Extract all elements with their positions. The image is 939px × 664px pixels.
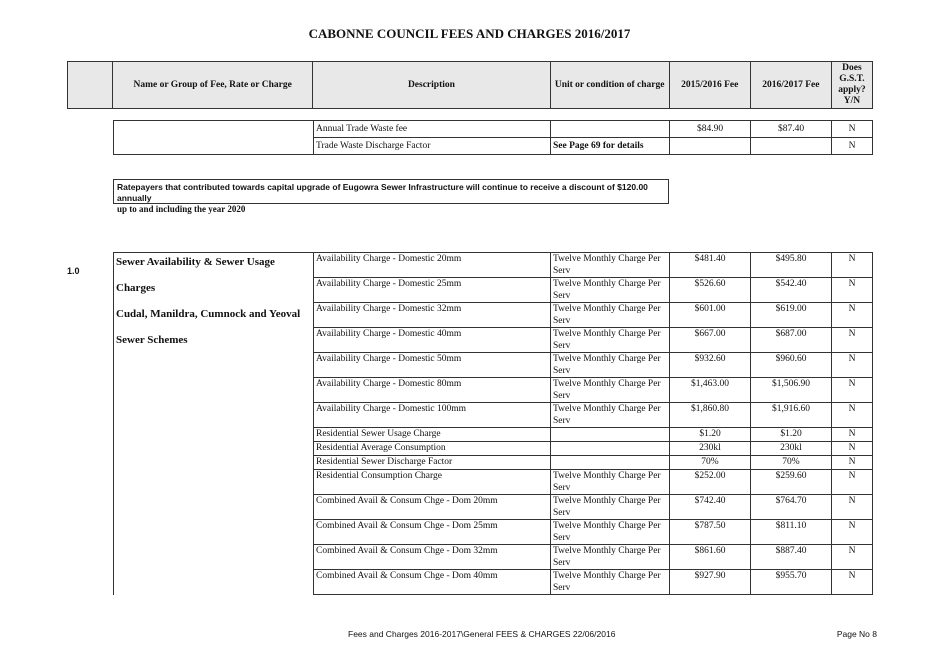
row-fee-2015: $252.00 [670,470,751,495]
row-gst: N [832,138,873,155]
row-fee-2015: $787.50 [670,520,751,545]
row-fee-2015: 230kl [670,442,751,456]
row-gst: N [832,121,873,138]
row-description: Availability Charge - Domestic 50mm [314,353,551,378]
row-fee-2015: $601.00 [670,303,751,328]
row-unit [551,442,670,456]
group-name-line: Sewer Availability & Sewer Usage [116,256,275,268]
row-unit: Twelve Monthly Charge Per Serv [551,353,670,378]
group-name-line: Sewer Schemes [116,334,188,346]
row-gst: N [832,428,873,442]
row-description: Combined Avail & Consum Chge - Dom 32mm [314,545,551,570]
row-gst: N [832,403,873,428]
row-fee-2016: $960.60 [751,353,832,378]
note-line-2: up to and including the year 2020 [117,204,246,214]
table-row [114,253,873,278]
row-unit: Twelve Monthly Charge Per Serv [551,278,670,303]
row-description: Availability Charge - Domestic 32mm [314,303,551,328]
header-unit: Unit or condition of charge [550,62,669,109]
row-gst: N [832,495,873,520]
row-fee-2016: $764.70 [751,495,832,520]
row-unit: Twelve Monthly Charge Per Serv [551,545,670,570]
row-fee-2016: $811.10 [751,520,832,545]
page-title: CABONNE COUNCIL FEES AND CHARGES 2016/2017 [308,26,631,41]
row-fee-2016 [751,138,832,155]
row-unit: Twelve Monthly Charge Per Serv [551,470,670,495]
row-unit: Twelve Monthly Charge Per Serv [551,520,670,545]
row-description: Residential Sewer Discharge Factor [314,456,551,470]
row-fee-2015: $481.40 [670,253,751,278]
row-fee-2016: $1,506.90 [751,378,832,403]
row-description: Annual Trade Waste fee [314,121,551,138]
row-fee-2015: $932.60 [670,353,751,378]
header-name: Name or Group of Fee, Rate or Charge [113,62,313,109]
row-unit [551,456,670,470]
row-description: Availability Charge - Domestic 20mm [314,253,551,278]
row-gst: N [832,353,873,378]
group-cell [114,121,314,155]
row-gst: N [832,378,873,403]
header-fee-2015: 2015/2016 Fee [669,62,750,109]
column-header [67,61,873,109]
header-blank-cell [68,62,113,109]
row-description: Trade Waste Discharge Factor [314,138,551,155]
row-unit: Twelve Monthly Charge Per Serv [551,495,670,520]
row-gst: N [832,303,873,328]
row-description: Residential Consumption Charge [314,470,551,495]
row-gst: N [832,545,873,570]
row-gst: N [832,456,873,470]
footer-path: Fees and Charges 2016-2017\General FEES & CHARGES 22/06/2016 [348,629,616,639]
row-description: Availability Charge - Domestic 40mm [314,328,551,353]
row-gst: N [832,570,873,595]
row-fee-2016: 70% [751,456,832,470]
section-number: 1.0 [67,266,80,276]
row-gst: N [832,328,873,353]
note-line-1: Ratepayers that contributed towards capital upgrade of Eugowra Sewer Infrastructure will continue to receive a discount of $120.00 annually [117,182,648,203]
row-fee-2015: $667.00 [670,328,751,353]
row-unit: Twelve Monthly Charge Per Serv [551,253,670,278]
row-description: Residential Average Consumption [314,442,551,456]
row-fee-2015: $1.20 [670,428,751,442]
row-fee-2016: 230kl [751,442,832,456]
row-fee-2016: $495.80 [751,253,832,278]
row-fee-2015: 70% [670,456,751,470]
sewer-charges-table [113,252,873,595]
row-description: Availability Charge - Domestic 80mm [314,378,551,403]
footer-page-number: Page No 8 [836,629,877,639]
discount-note [113,179,669,214]
row-gst: N [832,520,873,545]
row-fee-2015: $927.90 [670,570,751,595]
row-description: Combined Avail & Consum Chge - Dom 25mm [314,520,551,545]
row-unit: Twelve Monthly Charge Per Serv [551,403,670,428]
row-unit: Twelve Monthly Charge Per Serv [551,328,670,353]
row-fee-2016: $542.40 [751,278,832,303]
row-description: Combined Avail & Consum Chge - Dom 40mm [314,570,551,595]
row-fee-2015 [670,138,751,155]
header-gst: Does G.S.T. apply? Y/N [831,62,872,109]
row-fee-2016: $1.20 [751,428,832,442]
row-fee-2015: $742.40 [670,495,751,520]
row-unit: See Page 69 for details [551,138,670,155]
row-unit [551,428,670,442]
row-gst: N [832,470,873,495]
header-fee-2016: 2016/2017 Fee [750,62,831,109]
group-name-line: Cudal, Manildra, Cumnock and Yeoval [116,308,301,320]
row-fee-2016: $1,916.60 [751,403,832,428]
row-gst: N [832,253,873,278]
row-fee-2016: $619.00 [751,303,832,328]
row-unit: Twelve Monthly Charge Per Serv [551,378,670,403]
row-fee-2015: $1,860.80 [670,403,751,428]
row-fee-2015: $84.90 [670,121,751,138]
row-fee-2015: $861.60 [670,545,751,570]
row-unit: Twelve Monthly Charge Per Serv [551,570,670,595]
row-fee-2016: $87.40 [751,121,832,138]
row-fee-2016: $887.40 [751,545,832,570]
row-fee-2015: $1,463.00 [670,378,751,403]
row-description: Combined Avail & Consum Chge - Dom 20mm [314,495,551,520]
table-row [114,121,873,138]
row-unit: Twelve Monthly Charge Per Serv [551,303,670,328]
row-description: Residential Sewer Usage Charge [314,428,551,442]
row-fee-2016: $687.00 [751,328,832,353]
group-name [114,253,314,595]
row-description: Availability Charge - Domestic 25mm [314,278,551,303]
row-gst: N [832,442,873,456]
trade-waste-table [113,120,873,155]
row-fee-2016: $955.70 [751,570,832,595]
header-description: Description [313,62,550,109]
row-gst: N [832,278,873,303]
row-fee-2016: $259.60 [751,470,832,495]
group-name-line: Charges [116,282,156,294]
row-description: Availability Charge - Domestic 100mm [314,403,551,428]
row-fee-2015: $526.60 [670,278,751,303]
row-unit [551,121,670,138]
